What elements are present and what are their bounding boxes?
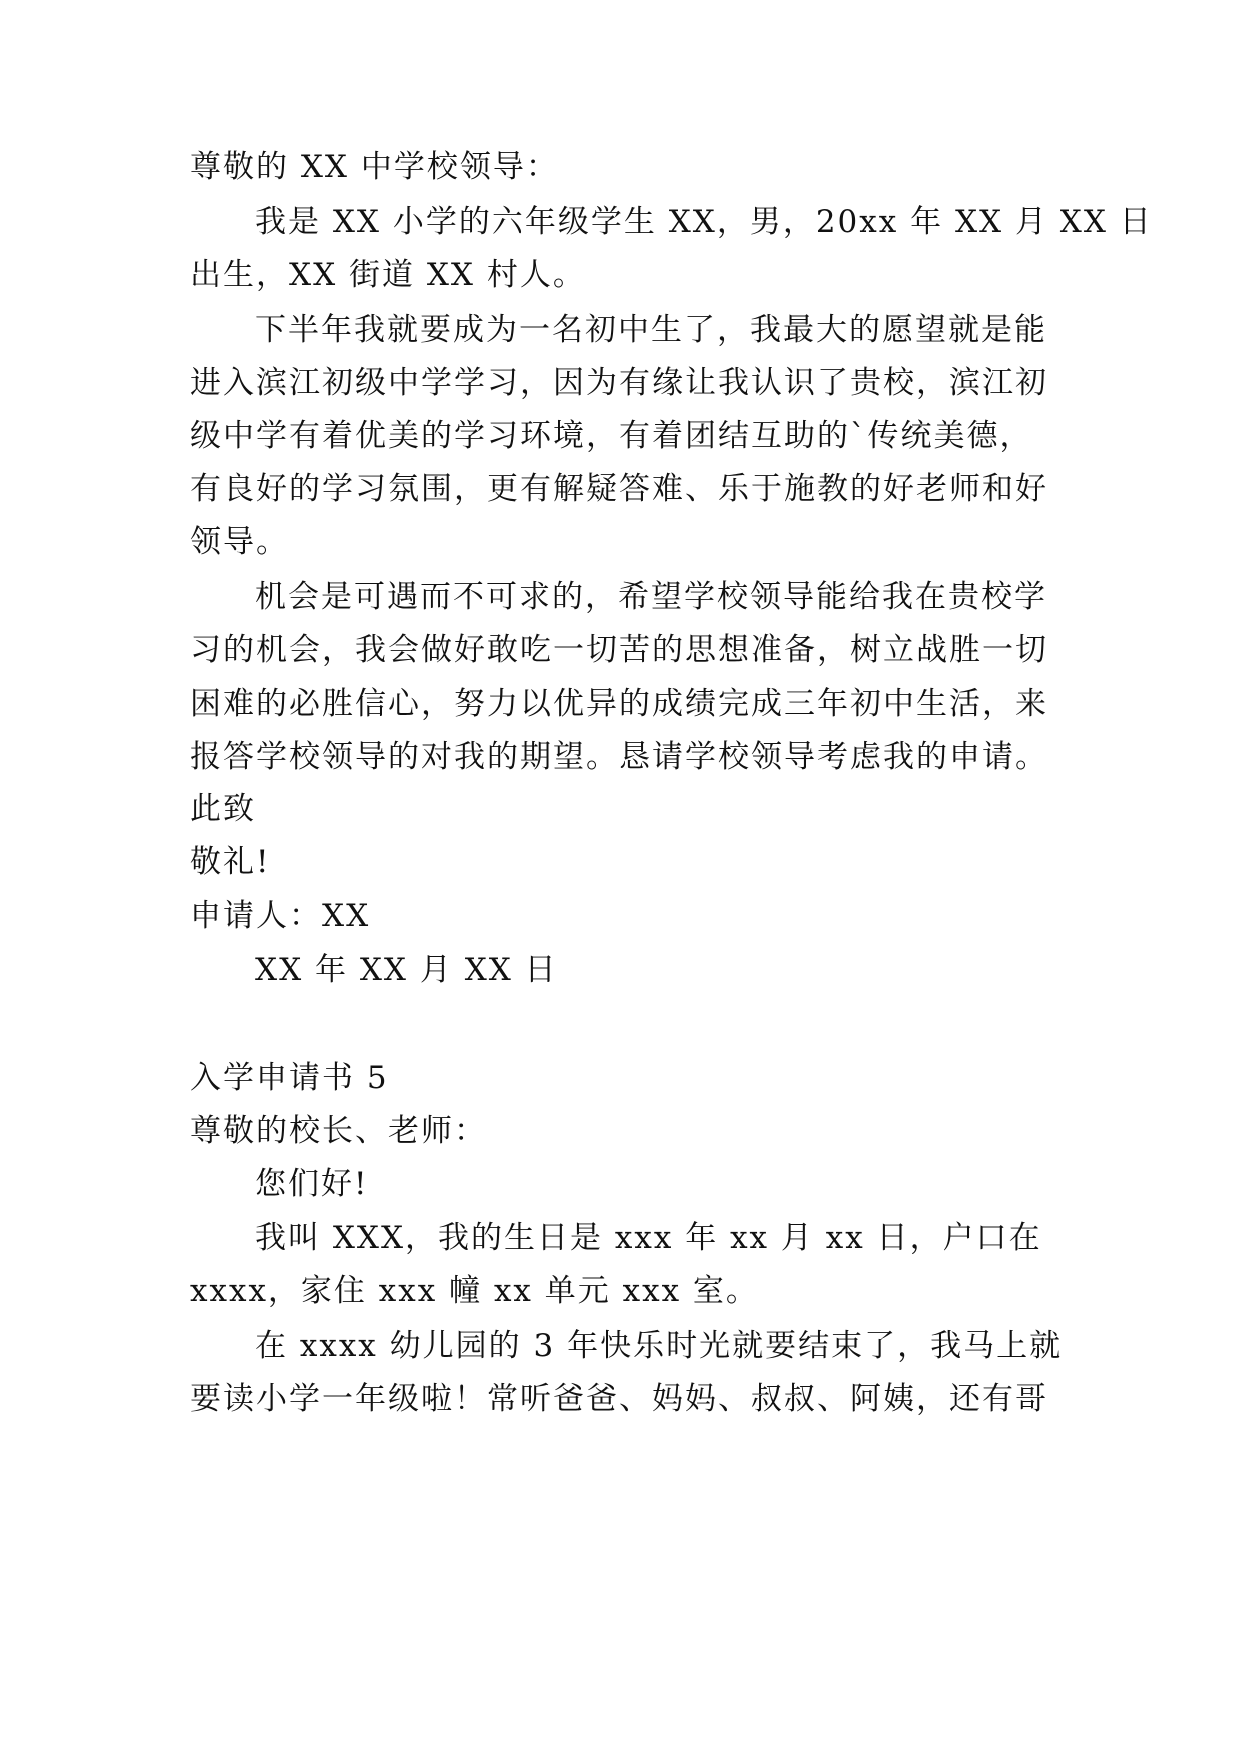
letter2-greeting: 您们好! (255, 1166, 369, 1202)
letter1-paragraph1-line1: 我是 XX 小学的六年级学生 XX，男，20xx 年 XX 月 XX 日 (255, 204, 1153, 240)
letter1-paragraph3-line2: 习的机会，我会做好敢吃一切苦的思想准备，树立战胜一切 (190, 632, 1048, 668)
letter1-closing-line1: 此致 (190, 791, 256, 827)
letter1-closing-line2: 敬礼! (190, 844, 271, 880)
letter1-paragraph2-line2: 进入滨江初级中学学习，因为有缘让我认识了贵校，滨江初 (190, 365, 1048, 401)
letter2-paragraph1-line1: 我叫 XXX，我的生日是 xxx 年 xx 月 xx 日，户口在 (255, 1220, 1042, 1256)
letter1-paragraph2-line1: 下半年我就要成为一名初中生了，我最大的愿望就是能 (255, 312, 1047, 348)
letter1-date: XX 年 XX 月 XX 日 (255, 952, 558, 988)
letter1-paragraph2-line3: 级中学有着优美的学习环境，有着团结互助的`传统美德， (190, 418, 1033, 454)
letter2-paragraph2-line2: 要读小学一年级啦！常听爸爸、妈妈、叔叔、阿姨，还有哥 (190, 1381, 1048, 1417)
letter1-paragraph3-line3: 困难的必胜信心，努力以优异的成绩完成三年初中生活，来 (190, 686, 1048, 722)
letter2-paragraph2-line1: 在 xxxx 幼儿园的 3 年快乐时光就要结束了，我马上就 (255, 1328, 1063, 1364)
letter2-paragraph1-line2: xxxx，家住 xxx 幢 xx 单元 xxx 室。 (190, 1273, 759, 1309)
letter1-paragraph3-line1: 机会是可遇而不可求的，希望学校领导能给我在贵校学 (255, 579, 1047, 615)
letter2-title: 入学申请书 5 (190, 1060, 389, 1096)
letter1-applicant: 申请人：XX (190, 898, 371, 934)
letter1-salutation: 尊敬的 XX 中学校领导： (190, 149, 559, 185)
letter1-paragraph1-line2: 出生，XX 街道 XX 村人。 (190, 257, 586, 293)
letter1-paragraph2-line4: 有良好的学习氛围，更有解疑答难、乐于施教的好老师和好 (190, 471, 1048, 507)
letter2-salutation: 尊敬的校长、老师： (190, 1113, 487, 1149)
letter1-paragraph2-line5: 领导。 (190, 524, 289, 560)
letter1-paragraph3-line4: 报答学校领导的对我的期望。恳请学校领导考虑我的申请。 (190, 739, 1048, 775)
